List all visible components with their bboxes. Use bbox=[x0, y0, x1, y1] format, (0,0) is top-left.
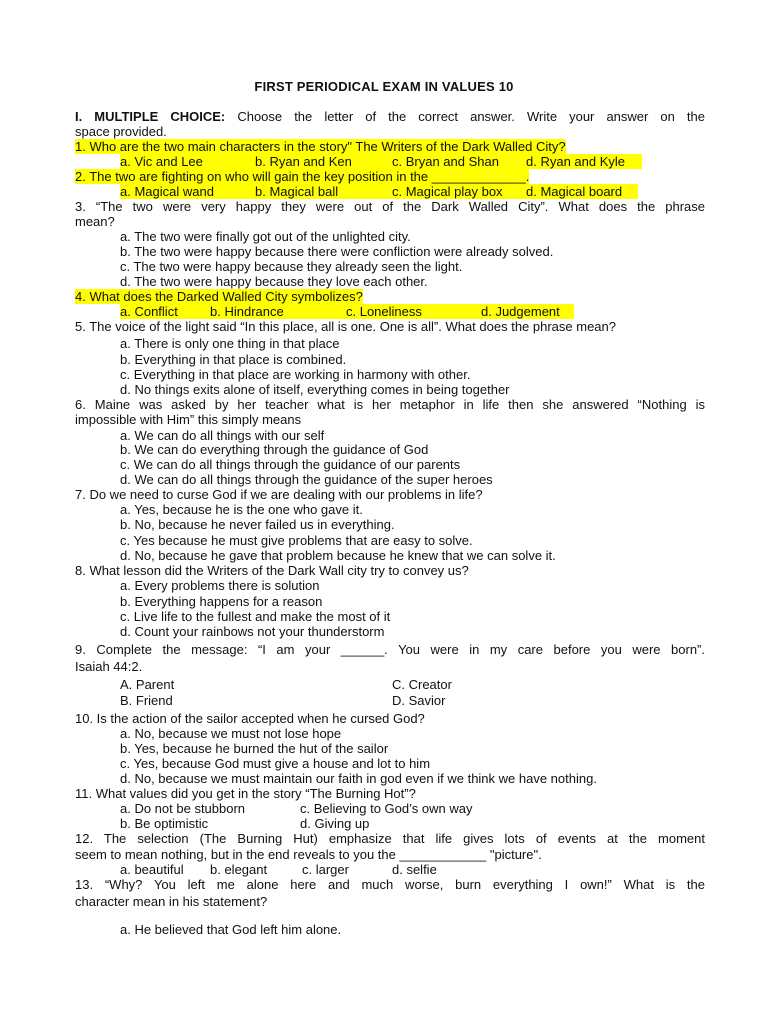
q4-option-c: c. Loneliness bbox=[346, 304, 422, 319]
instructions bbox=[75, 109, 705, 124]
q9-option-b: B. Friend bbox=[120, 693, 173, 708]
q5-option-a: a. There is only one thing in that place bbox=[120, 336, 340, 351]
q9-option-d: D. Savior bbox=[392, 693, 446, 708]
question-4: 4. What does the Darked Walled City symbolizes? bbox=[75, 289, 363, 304]
q1-option-a: a. Vic and Lee bbox=[120, 154, 203, 169]
question-9-cont: Isaiah 44:2. bbox=[75, 659, 143, 674]
q11-option-a: a. Do not be stubborn bbox=[120, 801, 246, 816]
instructions-text: Choose the letter of the correct answer. Write your answer on the bbox=[225, 109, 705, 124]
q3-option-a: a. The two were finally got out of the unlighted city. bbox=[120, 229, 411, 244]
q12-option-c: c. larger bbox=[302, 862, 349, 877]
section-label: I. MULTIPLE CHOICE: bbox=[75, 109, 226, 124]
q8-option-b: b. Everything happens for a reason bbox=[120, 594, 323, 609]
q10-option-d: d. No, because we must maintain our faith in god even if we think we have nothing. bbox=[120, 771, 597, 786]
question-2: 2. The two are fighting on who will gain the key position in the _____________. bbox=[75, 169, 530, 184]
q6-option-b: b. We can do everything through the guidance of God bbox=[120, 442, 429, 457]
q7-option-d: d. No, because he gave that problem because he knew that we can solve it. bbox=[120, 548, 556, 563]
q8-option-d: d. Count your rainbows not your thunderstorm bbox=[120, 624, 385, 639]
q1-option-d: d. Ryan and Kyle bbox=[526, 154, 626, 169]
question-1: 1. Who are the two main characters in the story" The Writers of the Dark Walled City? bbox=[75, 139, 566, 154]
q12-option-d: d. selfie bbox=[392, 862, 437, 877]
exam-title: FIRST PERIODICAL EXAM IN VALUES 10 bbox=[254, 79, 514, 94]
question-3: 3. “The two were very happy they were out of the Dark Walled City”. What does the phrase bbox=[75, 199, 705, 214]
q10-option-b: b. Yes, because he burned the hut of the sailor bbox=[120, 741, 389, 756]
question-5: 5. The voice of the light said “In this place, all is one. One is all”. What does the phrase mean? bbox=[75, 319, 616, 334]
q1-option-c: c. Bryan and Shan bbox=[392, 154, 499, 169]
q9-option-a: A. Parent bbox=[120, 677, 175, 692]
q4-option-b: b. Hindrance bbox=[210, 304, 284, 319]
question-13: 13. “Why? You left me alone here and much worse, burn everything I own!” What is the bbox=[75, 877, 705, 892]
q7-option-c: c. Yes because he must give problems that are easy to solve. bbox=[120, 533, 473, 548]
q12-option-b: b. elegant bbox=[210, 862, 268, 877]
q2-options bbox=[120, 184, 638, 199]
q2-option-b: b. Magical ball bbox=[255, 184, 339, 199]
q1-options bbox=[120, 154, 642, 169]
q2-option-d: d. Magical board bbox=[526, 184, 623, 199]
q3-option-c: c. The two were happy because they already seen the light. bbox=[120, 259, 463, 274]
question-13-cont: character mean in his statement? bbox=[75, 894, 268, 909]
q8-option-a: a. Every problems there is solution bbox=[120, 578, 320, 593]
question-7: 7. Do we need to curse God if we are dealing with our problems in life? bbox=[75, 487, 483, 502]
q3-option-d: d. The two were happy because they love each other. bbox=[120, 274, 428, 289]
question-6: 6. Maine was asked by her teacher what is her metaphor in life then she answered “Nothing is bbox=[75, 397, 705, 412]
q6-option-d: d. We can do all things through the guidance of the super heroes bbox=[120, 472, 493, 487]
q8-option-c: c. Live life to the fullest and make the most of it bbox=[120, 609, 391, 624]
question-12: 12. The selection (The Burning Hut) emphasize that life gives lots of events at the moment bbox=[75, 831, 705, 846]
instructions-cont: space provided. bbox=[75, 124, 167, 139]
q11-option-c: c. Believing to God’s own way bbox=[300, 801, 473, 816]
q2-option-a: a. Magical wand bbox=[120, 184, 214, 199]
q3-option-b: b. The two were happy because there were confliction were already solved. bbox=[120, 244, 554, 259]
q9-option-c: C. Creator bbox=[392, 677, 452, 692]
q4-options bbox=[120, 304, 574, 319]
q12-option-a: a. beautiful bbox=[120, 862, 184, 877]
q6-option-a: a. We can do all things with our self bbox=[120, 428, 325, 443]
question-9: 9. Complete the message: “I am your ______. You were in my care before you were born”. bbox=[75, 642, 705, 657]
q11-option-d: d. Giving up bbox=[300, 816, 370, 831]
question-8: 8. What lesson did the Writers of the Dark Wall city try to convey us? bbox=[75, 563, 469, 578]
q4-option-d: d. Judgement bbox=[481, 304, 560, 319]
q4-option-a: a. Conflict bbox=[120, 304, 178, 319]
q1-option-b: b. Ryan and Ken bbox=[255, 154, 352, 169]
q13-option-a: a. He believed that God left him alone. bbox=[120, 922, 342, 937]
question-6-cont: impossible with Him” this simply means bbox=[75, 412, 302, 427]
question-12-cont: seem to mean nothing, but in the end reveals to you the ____________ "picture". bbox=[75, 847, 542, 862]
q5-option-c: c. Everything in that place are working in harmony with other. bbox=[120, 367, 471, 382]
q11-option-b: b. Be optimistic bbox=[120, 816, 209, 831]
q2-option-c: c. Magical play box bbox=[392, 184, 503, 199]
q7-option-a: a. Yes, because he is the one who gave it. bbox=[120, 502, 363, 517]
q7-option-b: b. No, because he never failed us in everything. bbox=[120, 517, 395, 532]
q6-option-c: c. We can do all things through the guidance of our parents bbox=[120, 457, 461, 472]
question-11: 11. What values did you get in the story “The Burning Hot”? bbox=[75, 786, 416, 801]
q10-option-c: c. Yes, because God must give a house and lot to him bbox=[120, 756, 431, 771]
question-10: 10. Is the action of the sailor accepted when he cursed God? bbox=[75, 711, 425, 726]
q5-option-b: b. Everything in that place is combined. bbox=[120, 352, 347, 367]
q5-option-d: d. No things exits alone of itself, everything comes in being together bbox=[120, 382, 510, 397]
q10-option-a: a. No, because we must not lose hope bbox=[120, 726, 342, 741]
question-3-cont: mean? bbox=[75, 214, 115, 229]
